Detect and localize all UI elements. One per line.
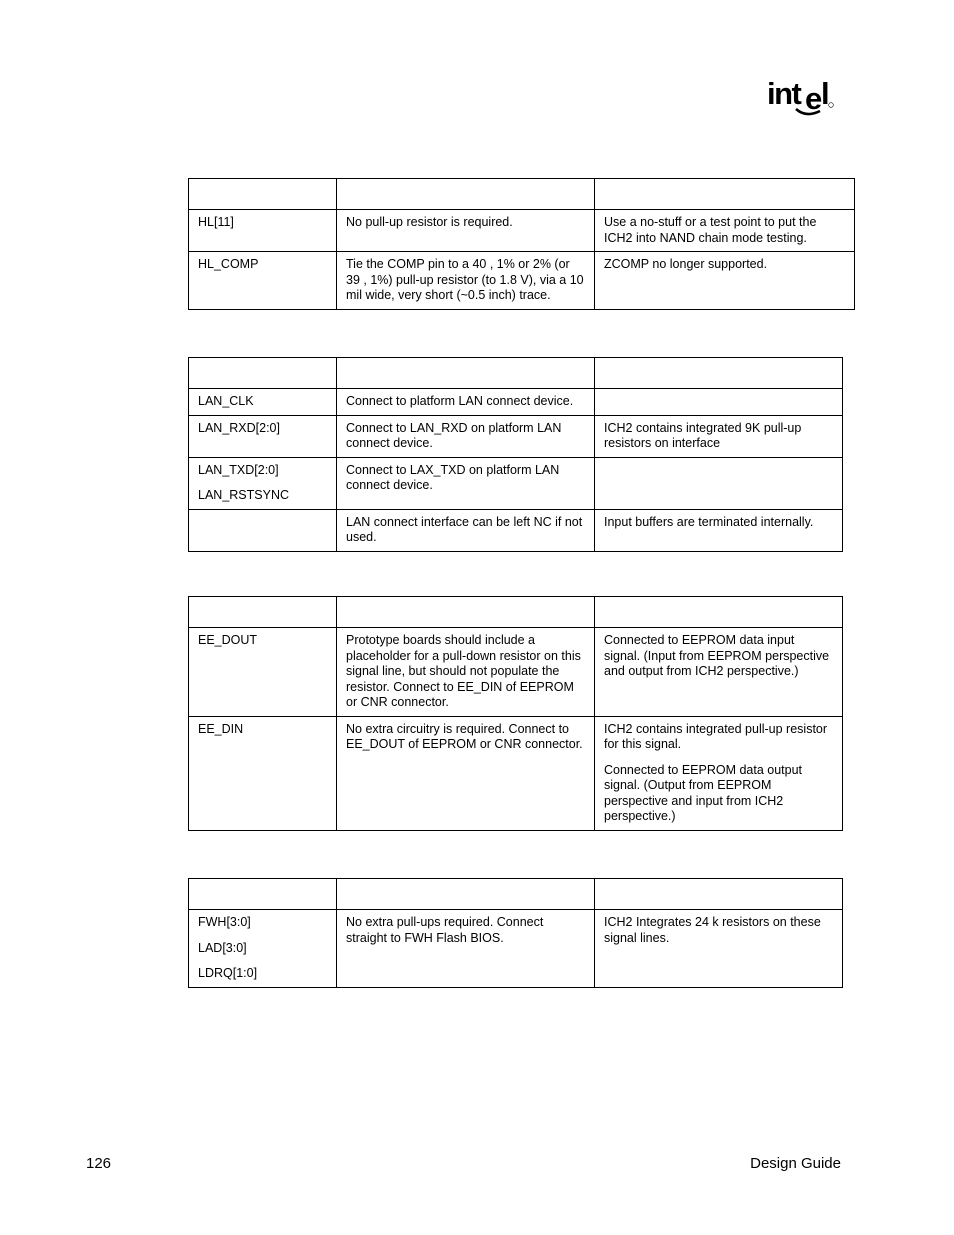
table-row	[189, 210, 855, 252]
notes-cell: ZCOMP no longer supported.	[595, 252, 855, 310]
signal-cell: HL_COMP	[189, 252, 337, 310]
recommendation-cell: Prototype boards should include a placeholder for a pull-down resistor on this signal line, but should not populate the resistor. Connect to EE_DIN of EEPROM or CNR connector.	[337, 628, 595, 717]
table-row	[189, 910, 843, 988]
recommendation-cell: No extra circuitry is required. Connect to EE_DOUT of EEPROM or CNR connector.	[337, 716, 595, 830]
recommendation-cell: Connect to LAN_RXD on platform LAN connect device.	[337, 415, 595, 457]
notes-cell: Use a no-stuff or a test point to put the ICH2 into NAND chain mode testing.	[595, 210, 855, 252]
notes-cell	[595, 389, 843, 416]
table-header-row	[189, 879, 843, 910]
notes-cell: ICH2 contains integrated 9K pull-up resistors on interface	[595, 415, 843, 457]
table-row	[189, 457, 843, 509]
table-header-row	[189, 597, 843, 628]
signal-cell: EE_DOUT	[189, 628, 337, 717]
notes-cell: ICH2 contains integrated pull-up resistor for this signal. Connected to EEPROM data output signal. (Output from EEPROM perspective and input from ICH2 perspective.)	[595, 716, 843, 830]
table-row	[189, 252, 855, 310]
svg-text:int: int	[767, 76, 801, 111]
table-row	[189, 628, 843, 717]
hub-interface-table	[188, 178, 855, 310]
recommendation-cell: Connect to platform LAN connect device.	[337, 389, 595, 416]
notes-cell: Connected to EEPROM data input signal. (Input from EEPROM perspective and output from ICH2 perspective.)	[595, 628, 843, 717]
table-row	[189, 415, 843, 457]
signal-cell: EE_DIN	[189, 716, 337, 830]
recommendation-cell: No extra pull-ups required. Connect straight to FWH Flash BIOS.	[337, 910, 595, 988]
svg-text:l: l	[821, 76, 830, 111]
signal-cell: HL[11]	[189, 210, 337, 252]
lan-interface-table	[188, 357, 843, 552]
recommendation-cell: Tie the COMP pin to a 40 , 1% or 2% (or 39 , 1%) pull-up resistor (to 1.8 V), via a 10 mil wide, very short (~0.5 inch) trace.	[337, 252, 595, 310]
intel-logo	[766, 74, 836, 116]
signal-cell: LAN_TXD[2:0] LAN_RSTSYNC	[189, 457, 337, 509]
table-header-row	[189, 179, 855, 210]
table-header-row	[189, 358, 843, 389]
intel-logo-icon	[766, 74, 836, 116]
eeprom-interface-table	[188, 596, 843, 831]
recommendation-cell: No pull-up resistor is required.	[337, 210, 595, 252]
recommendation-cell: Connect to LAX_TXD on platform LAN connect device.	[337, 457, 595, 509]
notes-cell: ICH2 Integrates 24 k resistors on these signal lines.	[595, 910, 843, 988]
page-number: 126	[86, 1155, 112, 1172]
table-row	[189, 389, 843, 416]
signal-cell: LAN_CLK	[189, 389, 337, 416]
signal-cell: LAN_RXD[2:0]	[189, 415, 337, 457]
signal-cell: FWH[3:0] LAD[3:0] LDRQ[1:0]	[189, 910, 337, 988]
notes-cell	[595, 457, 843, 509]
document-title: Design Guide	[750, 1155, 841, 1172]
notes-cell: Input buffers are terminated internally.	[595, 509, 843, 551]
fwh-interface-table	[188, 878, 843, 988]
signal-cell	[189, 509, 337, 551]
table-row	[189, 716, 843, 830]
svg-text:e: e	[805, 81, 823, 116]
table-row	[189, 509, 843, 551]
recommendation-cell: LAN connect interface can be left NC if not used.	[337, 509, 595, 551]
